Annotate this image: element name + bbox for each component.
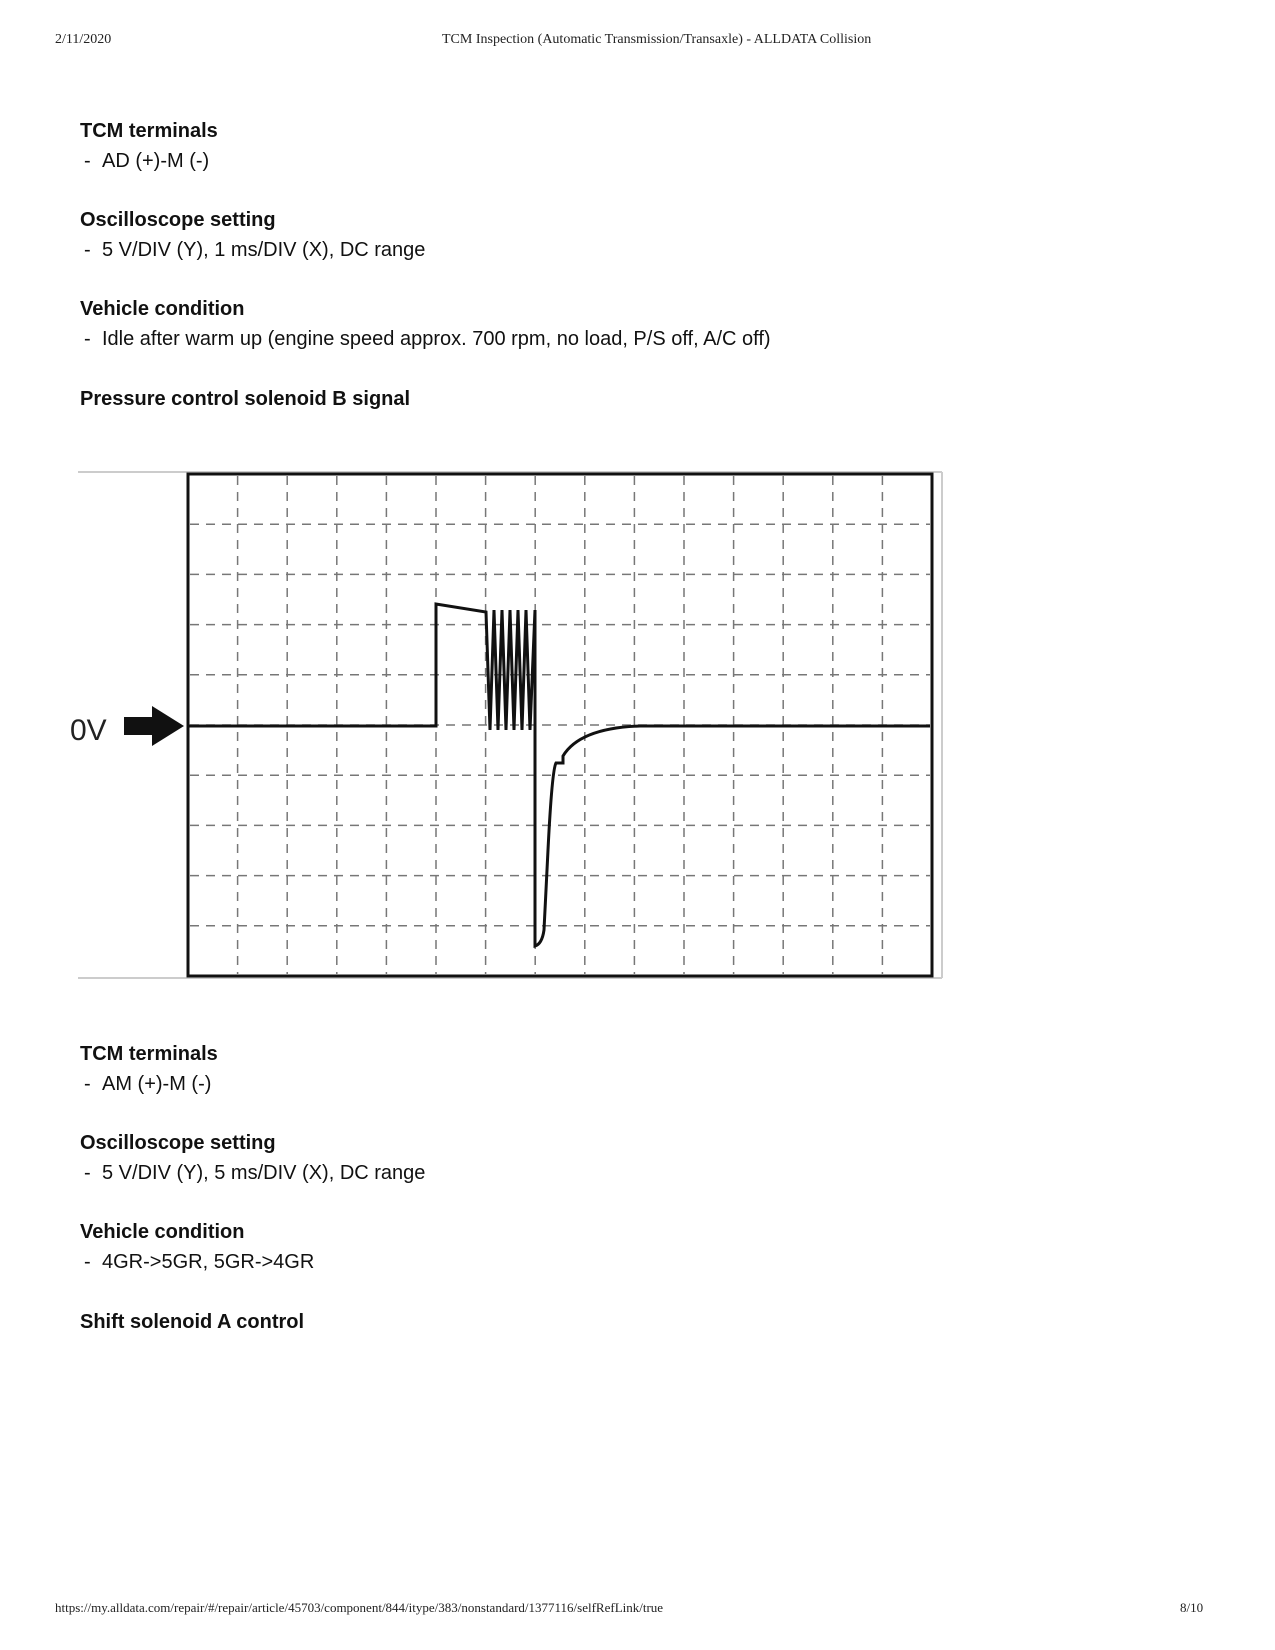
print-date: 2/11/2020 bbox=[55, 32, 112, 47]
heading-oscilloscope-setting-2: Oscilloscope setting bbox=[80, 1132, 276, 1154]
footer-url: https://my.alldata.com/repair/#/repair/article/45703/component/844/itype/383/nonstandard/1377116/selfRefLink/true bbox=[55, 1600, 664, 1615]
item-oscilloscope-setting: - 5 V/DIV (Y), 1 ms/DIV (X), DC range bbox=[84, 239, 426, 261]
heading-shift-solenoid: Shift solenoid A control bbox=[80, 1311, 305, 1333]
heading-vehicle-condition-2: Vehicle condition bbox=[80, 1221, 245, 1243]
item-oscilloscope-setting-2: - 5 V/DIV (Y), 5 ms/DIV (X), DC range bbox=[84, 1162, 426, 1184]
zero-volt-label: 0V bbox=[70, 714, 107, 747]
item-tcm-terminals-2: - AM (+)-M (-) bbox=[84, 1073, 212, 1095]
page-number: 8/10 bbox=[1180, 1600, 1204, 1615]
zero-arrow-icon bbox=[124, 706, 184, 746]
heading-tcm-terminals-2: TCM terminals bbox=[80, 1043, 218, 1065]
heading-vehicle-condition: Vehicle condition bbox=[80, 298, 245, 320]
heading-oscilloscope-setting: Oscilloscope setting bbox=[80, 209, 276, 231]
print-title: TCM Inspection (Automatic Transmission/Transaxle) - ALLDATA Collision bbox=[442, 32, 872, 47]
heading-tcm-terminals: TCM terminals bbox=[80, 120, 218, 142]
heading-signal: Pressure control solenoid B signal bbox=[80, 388, 411, 410]
item-tcm-terminals: - AD (+)-M (-) bbox=[84, 150, 210, 172]
item-vehicle-condition: - Idle after warm up (engine speed approx. 700 rpm, no load, P/S off, A/C off) bbox=[84, 328, 771, 350]
item-vehicle-condition-2: - 4GR->5GR, 5GR->4GR bbox=[84, 1251, 315, 1273]
